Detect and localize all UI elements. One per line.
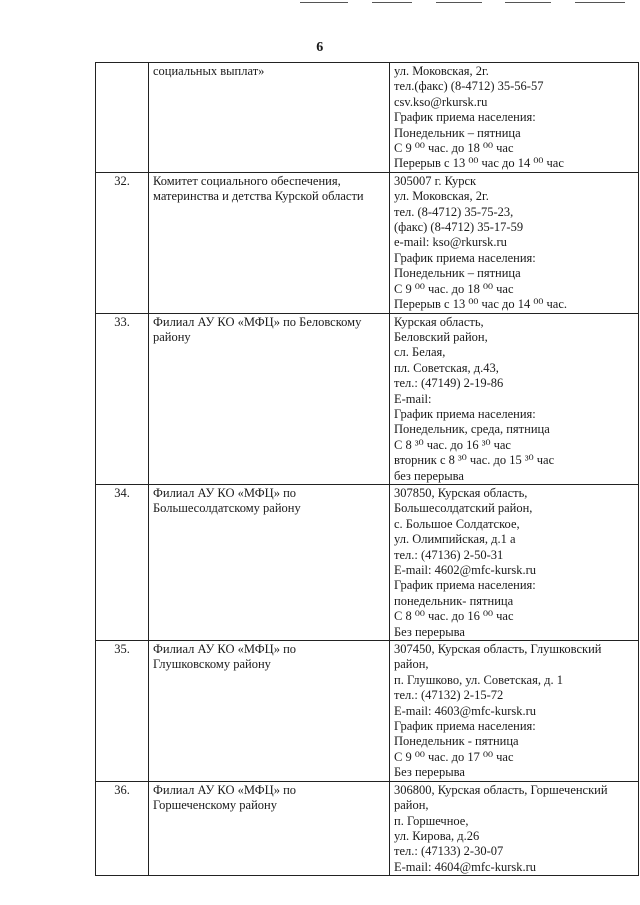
contact-info-line: График приема населения: [394,719,536,734]
contact-info-line: E-mail: 4602@mfc-kursk.ru [394,563,537,577]
contact-info-line: 305007 г. Курск [394,173,477,188]
contact-info-line: График приема населения: [394,110,536,125]
table-row [96,781,639,875]
contact-info-line: тел.: (47132) 2-15-72 [394,688,504,703]
contact-info-line: без перерыва [394,468,464,483]
organization-cell [149,172,390,313]
contact-info-line: район, [394,798,429,813]
contact-info-line: ул. Кирова, д.26 [394,828,480,843]
contact-info-line: тел.: (47149) 2-19-86 [394,376,504,391]
contact-info-line: сл. Белая, [394,345,446,360]
contact-info-cell [390,63,639,173]
contact-info-line: район, [394,657,429,672]
contact-info-line: Большесолдатский район, [394,501,533,516]
contact-info-line: Курская область, [394,314,484,329]
contact-info-line: 306800, Курская область, Горшеченский [394,782,608,797]
contact-info-line: Перерыв с 13 ⁰⁰ час до 14 ⁰⁰ час. [394,297,568,312]
contact-info-line: С 9 ⁰⁰ час. до 18 ⁰⁰ час [394,141,514,156]
organization-name-line: Филиал АУ КО «МФЦ» по Беловскому [153,314,362,329]
row-number-cell [96,63,149,173]
top-mark [505,2,551,3]
row-number-cell: 33. [96,313,149,484]
contact-info-line: тел.: (47133) 2-30-07 [394,844,504,859]
organization-name-line: Большесолдатскому району [153,501,301,516]
table-row [96,63,639,173]
organization-cell [149,484,390,640]
organization-name-line: Горшеченскому району [153,798,277,813]
row-number-cell: 34. [96,484,149,640]
row-number-cell: 35. [96,641,149,782]
contact-info-line: тел. (8-4712) 35-75-23, [394,204,514,219]
contact-info-line: тел.(факс) (8-4712) 35-56-57 [394,79,544,94]
organization-name-line: Комитет социального обеспечения, [153,173,341,188]
contact-info-line: График приема населения: [394,250,536,265]
contact-info-line: E-mail: 4603@mfc-kursk.ru [394,703,537,718]
contact-info-line: Без перерыва [394,765,465,780]
contact-info-line: ул. Моковская, 2г. [394,64,489,78]
table-row [96,641,639,782]
contact-info-line: (факс) (8-4712) 35-17-59 [394,220,524,235]
page-top-edge-marks [0,0,640,6]
contact-info-line: Беловский район, [394,329,488,344]
table-row [96,484,639,640]
contact-info-line: понедельник- пятница [394,593,514,608]
contact-info-cell [390,172,639,313]
organization-cell [149,313,390,484]
organization-cell [149,63,390,173]
table-row [96,172,639,313]
contact-info-line: csv.kso@rkursk.ru [394,94,488,109]
contact-info-line: вторник с 8 ³⁰ час. до 15 ³⁰ час [394,453,555,468]
contact-info-line: E-mail: [394,391,432,406]
organization-name-line: Филиал АУ КО «МФЦ» по [153,782,297,797]
contact-info-line: 307450, Курская область, Глушковский [394,642,602,657]
top-mark [575,2,625,3]
contact-info-line: E-mail: 4604@mfc-kursk.ru [394,859,537,874]
contact-info-line: Понедельник – пятница [394,266,521,281]
contact-info-cell [390,641,639,782]
contact-info-line: Понедельник - пятница [394,734,519,749]
contact-info-line: С 9 ⁰⁰ час. до 17 ⁰⁰ час [394,749,514,764]
top-mark [372,2,412,3]
contact-info-line: Без перерыва [394,624,465,639]
table-body [96,63,639,876]
organization-name-line: району [153,329,191,344]
organization-name-line: Филиал АУ КО «МФЦ» по [153,642,297,657]
contact-info-line: Перерыв с 13 ⁰⁰ час до 14 ⁰⁰ час [394,156,564,171]
contact-info-line: e-mail: kso@rkursk.ru [394,235,507,250]
organization-name-line: материнства и детства Курской области [153,189,364,204]
organization-cell [149,781,390,875]
directory-table [95,62,639,876]
contact-info-line: График приема населения: [394,578,536,593]
contact-info-line: п. Горшечное, [394,813,469,828]
contact-info-line: С 8 ³⁰ час. до 16 ³⁰ час [394,437,511,452]
contact-info-line: Понедельник, среда, пятница [394,422,550,437]
contact-info-line: 307850, Курская область, [394,485,528,500]
top-mark [300,2,348,3]
organization-name-line: социальных выплат» [153,64,265,78]
organization-name-line: Глушковскому району [153,657,271,672]
contact-info-line: С 9 ⁰⁰ час. до 18 ⁰⁰ час [394,281,514,296]
top-mark [436,2,482,3]
row-number-cell: 32. [96,172,149,313]
contact-info-line: ул. Олимпийская, д.1 а [394,532,516,547]
contact-info-line: График приема населения: [394,406,536,421]
contact-info-line: с. Большое Солдатское, [394,516,520,531]
contact-info-line: ул. Моковская, 2г. [394,189,489,204]
contact-info-line: Понедельник – пятница [394,125,521,140]
contact-info-cell [390,313,639,484]
contact-info-cell [390,484,639,640]
table-row [96,313,639,484]
organization-name-line: Филиал АУ КО «МФЦ» по [153,485,297,500]
organization-cell [149,641,390,782]
contact-info-line: п. Глушково, ул. Советская, д. 1 [394,672,563,687]
contact-info-line: тел.: (47136) 2-50-31 [394,547,504,562]
page-number: 6 [316,40,324,55]
contact-info-line: С 8 ⁰⁰ час. до 16 ⁰⁰ час [394,609,514,624]
row-number-cell: 36. [96,781,149,875]
contact-info-cell [390,781,639,875]
contact-info-line: пл. Советская, д.43, [394,360,499,375]
